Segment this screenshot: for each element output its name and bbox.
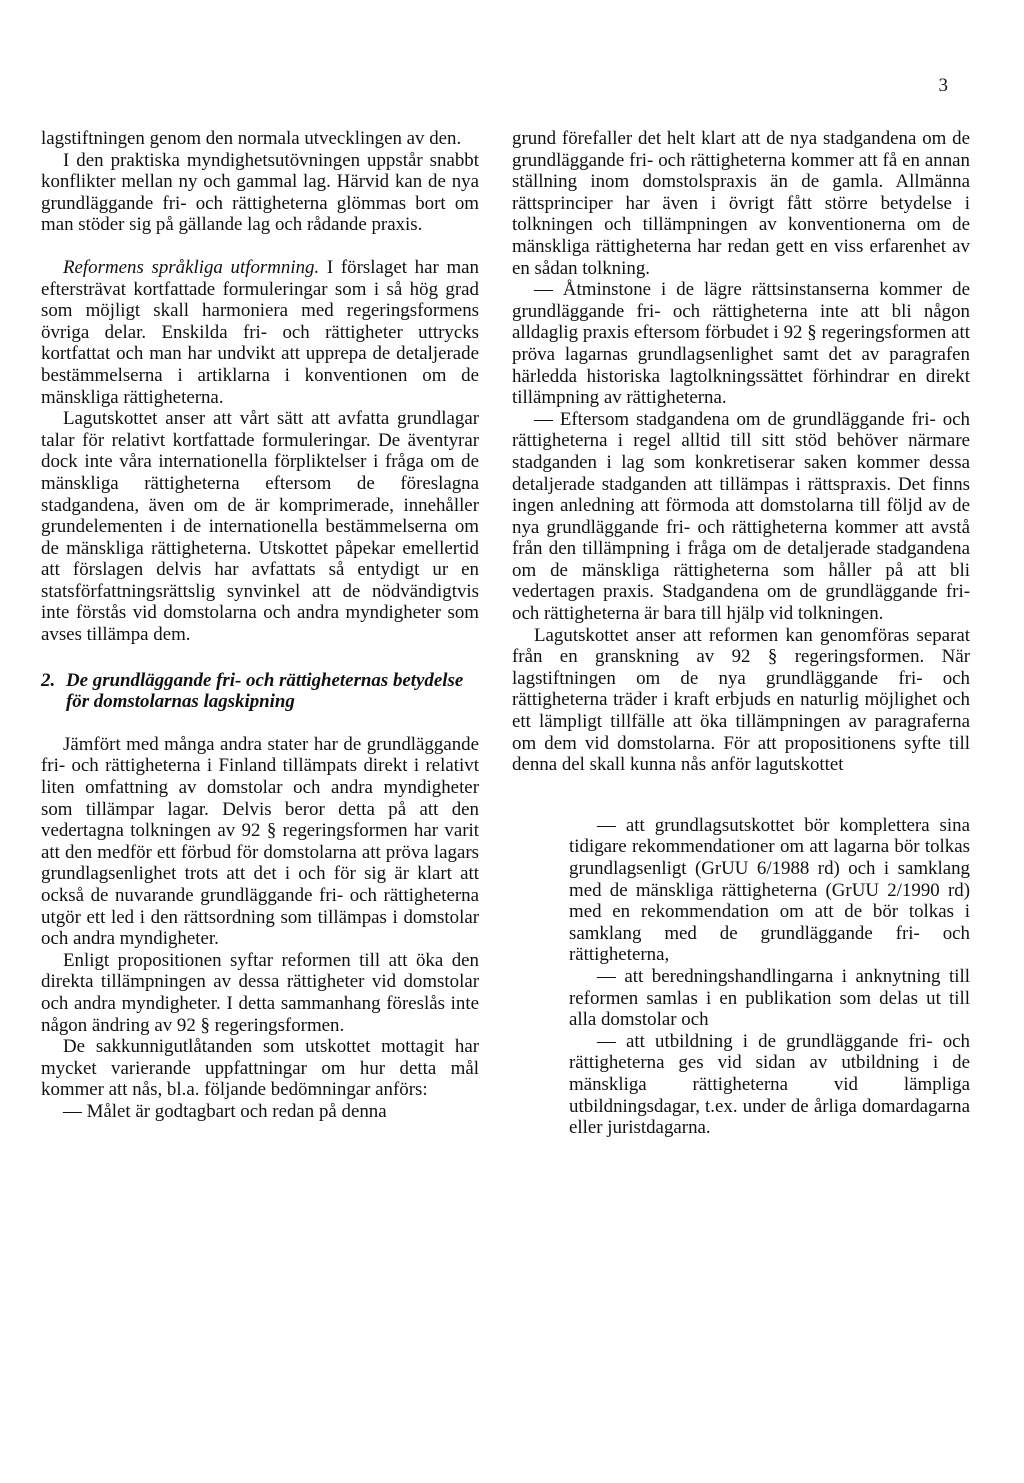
recommendation-item: — att utbildning i de grundläggande fri- och rättigheterna ges vid sidan av utbildning i de mänskliga rättigheterna vid lämpliga utbildningsdagar, t.ex. under de årliga domardagarna eller juristdagarna. — [569, 1030, 970, 1139]
recommendation-item: — att beredningshandlingarna i anknytning till reformen samlas i en publikation som delas ut till alla domstolar och — [569, 965, 970, 1031]
recommendation-list — [569, 815, 970, 1139]
paragraph: — Eftersom stadgandena om de grundläggande fri- och rättigheterna i regel alltid till sitt stöd behöver närmare stadganden i lag som konkretiserar saken kommer dessa detaljerade stadganden att tillämpas i rättspraxis. Det finns ingen anledning att förmoda att domstolarna till följd av de nya grundläggande fri- och rättigheterna kommer att avstå från den tillämpning i fråga om de detaljerade stadgandena om de mänskliga rättigheterna som håller på att bli vedertagen praxis. Stadgandena om de grundläggande fri- och rättigheterna är bara till hjälp vid tolkningen. — [512, 408, 970, 625]
section-title: De grundläggande fri- och rättigheternas betydelse för domstolarnas lagskipning — [66, 669, 464, 713]
paragraph: — Målet är godtagbart och redan på denna — [63, 1100, 387, 1122]
paragraph: De sakkunnigutlåtanden som utskottet mottagit har mycket varierande uppfattningar om hur detta mål kommer att nås, bl.a. följande bedömningar anförs: — [41, 1036, 479, 1101]
section-heading — [41, 670, 479, 713]
paragraph-text: I förslaget har man eftersträvat kortfattade formuleringar som i så hög grad som möjligt skall harmoniera med regeringsformens övriga delar. Enskilda fri- och rättigheter uttrycks kortfattat och man har undvikt att upprepa de detaljerade bestämmelserna i artiklarna i konventionen om de mänskliga rättigheterna. — [41, 256, 479, 408]
recommendation-item: — att grundlagsutskottet bör komplettera sina tidigare rekommendationer om att lagarna bör tolkas grundlagsenligt (GrUU 6/1988 rd) och i samklang med de mänskliga rättigheterna (GrUU 2/1990 rd) med en rekommendation om att de bör tolkas i samklang med de grundläggande fri- och rättigheterna, — [569, 814, 970, 966]
paragraph: — Åtminstone i de lägre rättsinstanserna kommer de grundläggande fri- och rättigheterna inte att bli någon alldaglig praxis eftersom förbudet i 92 § regeringsformen att pröva lagarnas grundlagsenlighet samt det av paragrafen härledda historiska lagtolkningssättet förhindrar en direkt tillämpning av rättigheterna. — [512, 279, 970, 409]
paragraph: Lagutskottet anser att reformen kan genomföras separat från en granskning av 92 § regeringsformen. När lagstiftningen om de nya grundläggande fri- och rättigheterna träder i kraft erbjuds en naturlig möjlighet och ett lämpligt tillfälle att öka tillämpningen av paragraferna om dem vid domstolarna. För att propositionens syfte till denna del skall kunna nås anför lagutskottet — [512, 624, 970, 776]
paragraph: Lagutskottet anser att vårt sätt att avfatta grundlagar talar för relativt kortfattade formuleringar. De äventyrar dock inte våra internationella förpliktelser i fråga om de mänskliga rättigheterna eftersom de föreslagna stadgandena, även om de är komprimerade, innehåller grundelementen i de internationella bestämmelserna om de mänskliga rättigheterna. Utskottet påpekar emellertid att förslagen delvis har avfattats så entydigt ur en statsförfattningsrättslig synvinkel att de nödvändigtvis inte förstås vid domstolarna och andra myndigheter som avses tillämpa dem. — [41, 408, 479, 646]
right-column — [512, 128, 970, 1139]
paragraph: Enligt propositionen syftar reformen till att öka den direkta tillämpningen av dessa rättigheter vid domstolar och andra myndigheter. I detta sammanhang föreslås inte någon ändring av 92 § regeringsformen. — [41, 949, 479, 1036]
paragraph — [41, 257, 479, 408]
paragraph: I den praktiska myndighetsutövningen uppstår snabbt konflikter mellan ny och gammal lag. Härvid kan de nya grundläggande fri- och rättigheterna glömmas bort om man stöder sig på gällande lag och rådande praxis. — [41, 149, 479, 236]
paragraph: Jämfört med många andra stater har de grundläggande fri- och rättigheterna i Finland tillämpats direkt i relativt liten omfattning av domstolar och andra myndigheter som tillämpar lagar. Delvis beror detta på att den vedertagna tolkningen av 92 § regeringsformen har varit att den medför ett förbud för domstolarna att pröva lagars grundlagsenlighet trots att det i och för sig är klart att också de nuvarande grundläggande fri- och rättigheterna utgör ett led i den rättsordning som tillämpas i domstolar och andra myndigheter. — [41, 733, 479, 950]
runin-heading: Reformens språkliga utformning. — [63, 256, 320, 278]
page-number: 3 — [938, 75, 948, 96]
paragraph: grund förefaller det helt klart att de nya stadgandena om de grundläggande fri- och rättigheterna kommer att få en annan ställning inom domstolspraxis än de gamla. Allmänna rättsprinciper har även i övrigt fått större betydelse i tolkningen och tillämpningen av konventionerna om de mänskliga rättigheterna har redan gett en viss erfarenhet av en sådan tolkning. — [512, 128, 970, 279]
left-column — [41, 128, 479, 1123]
section-number: 2. — [41, 669, 56, 691]
paragraph: lagstiftningen genom den normala utvecklingen av den. — [41, 128, 462, 149]
